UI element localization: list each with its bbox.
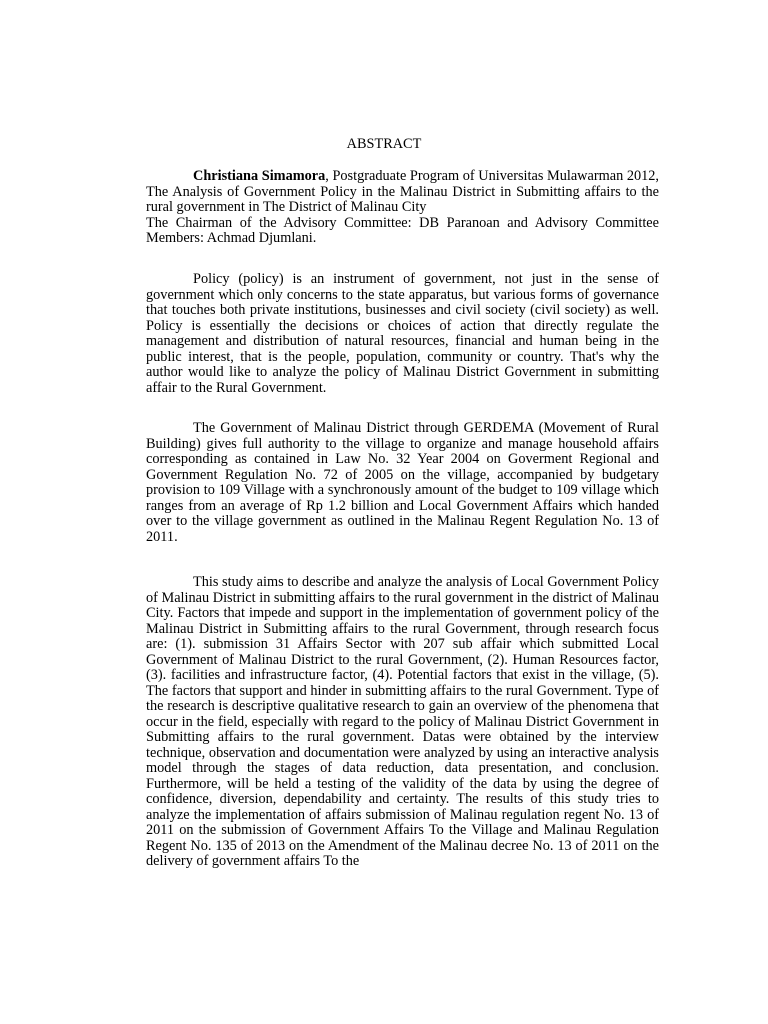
paragraph-study <box>146 575 659 870</box>
citation-text: , Postgraduate Program of Universitas Mulawarman 2012, The Analysis of Government Policy in the Malinau District in Submitting affairs to the rural government in The District of Malinau City <box>146 168 659 215</box>
abstract-title: ABSTRACT <box>346 136 422 152</box>
paragraph-policy <box>146 272 659 396</box>
paragraph-gerdema <box>146 421 659 545</box>
intro-citation <box>146 169 659 216</box>
paragraph-text: The Government of Malinau District through GERDEMA (Movement of Rural Building) gives full authority to the village to organize and manage household affairs corresponding as contained in Law No. 32 Year 2004 on Goverment Regional and Government Regulation No. 72 of 2005 on the village, accompanied by budgetary provision to 109 Village with a synchronously amount of the budget to 109 village which ranges from an average of Rp 1.2 billion and Local Government Affairs which handed over to the village government as outlined in the Malinau Regent Regulation No. 13 of 2011. <box>146 420 659 545</box>
author-name: Christiana Simamora <box>193 168 326 184</box>
paragraph-text: Policy (policy) is an instrument of government, not just in the sense of government which only concerns to the state apparatus, but various forms of governance that touches both private institutions, businesses and civil society (civil society) as well. Policy is essentially the decisions or choices of action that directly regulate the management and distribution of natural resources, financial and human being in the public interest, that is the people, population, community or country. That's why the author would like to analyze the policy of Malinau District Government in submitting affair to the Rural Government. <box>146 271 659 396</box>
paragraph-text: This study aims to describe and analyze the analysis of Local Government Policy of Malinau District in submitting affairs to the rural government in the district of Malinau City. Factors that impede and support in the implementation of government policy of the Malinau District in Submitting affairs to the rural Government, through research focus are: (1). submission 31 Affairs Sector with 207 sub affair which submitted Local Government of Malinau District to the rural Government, (2). Human Resources factor, (3). facilities and infrastructure factor, (4). Potential factors that exist in the village, (5). The factors that support and hinder in submitting affairs to the rural Government. Type of the research is descriptive qualitative research to gain an overview of the phenomena that occur in the field, especially with regard to the policy of Malinau District Government in Submitting affairs to the rural government. Datas were obtained by the interview technique, observation and documentation were analyzed by using an interactive analysis model through the stages of data reduction, data presentation, and conclusion. Furthermore, will be held a testing of the validity of the data by using the degree of confidence, diversion, dependability and certainty. The results of this study tries to analyze the implementation of affairs submission of Malinau regulation regent No. 13 of 2011 on the submission of Government Affairs To the Village and Malinau Regulation Regent No. 135 of 2013 on the Amendment of the Malinau decree No. 13 of 2011 on the delivery of government affairs To the <box>146 574 659 869</box>
abstract-intro <box>146 169 659 247</box>
committee-text: The Chairman of the Advisory Committee: DB Paranoan and Advisory Committee Members: Achmad Djumlani. <box>146 214 659 246</box>
